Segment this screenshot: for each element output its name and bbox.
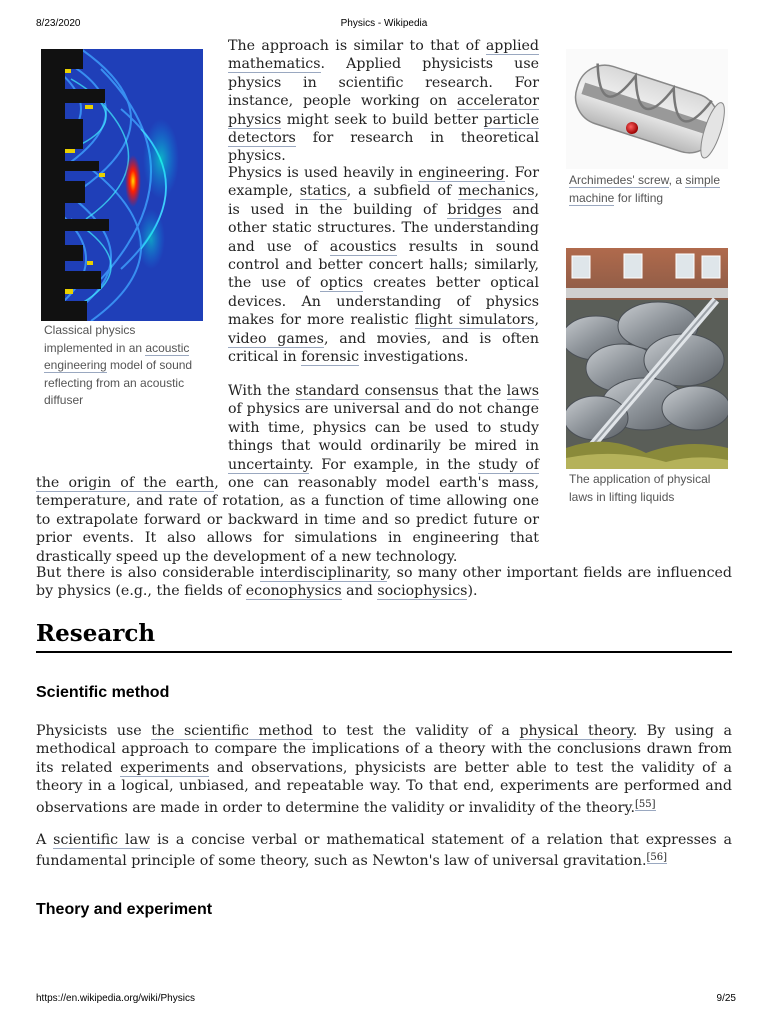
- link-forensic[interactable]: forensic: [301, 349, 360, 366]
- acoustic-diffuser-image[interactable]: [41, 49, 203, 321]
- link-origin-of-earth[interactable]: study of the origin of the earth: [36, 456, 539, 492]
- link-acoustics[interactable]: acoustics: [329, 238, 397, 255]
- citation-56[interactable]: [56]: [646, 852, 668, 864]
- print-date: 8/23/2020: [36, 18, 81, 29]
- archimedes-screw-image[interactable]: [566, 49, 728, 169]
- subheading-theory-and-experiment: Theory and experiment: [36, 901, 213, 918]
- link-mechanics[interactable]: mechanics: [458, 183, 535, 200]
- link-interdisciplinarity[interactable]: interdisciplinarity: [259, 565, 387, 581]
- paragraph-scientific-law: A scientific law is a concise verbal or mathematical statement of a relation that expresses a fundamental principle of some theory, such as Newton's law of universal gravitation.[56]: [36, 832, 732, 870]
- link-econophysics[interactable]: econophysics: [245, 583, 342, 600]
- paragraph-consensus-wrapper: [36, 382, 539, 566]
- citation-55[interactable]: [55]: [635, 798, 656, 810]
- subheading-scientific-method: Scientific method: [36, 684, 170, 701]
- link-optics[interactable]: optics: [319, 275, 364, 292]
- link-engineering[interactable]: engineering: [418, 165, 505, 181]
- caption-link[interactable]: simple machine: [569, 173, 721, 205]
- link-video-games[interactable]: video games: [228, 330, 324, 347]
- caption-link[interactable]: Archimedes' screw: [569, 173, 669, 187]
- print-title: Physics - Wikipedia: [340, 18, 428, 29]
- print-url: https://en.wikipedia.org/wiki/Physics: [36, 993, 195, 1004]
- link-laws[interactable]: laws: [506, 383, 540, 399]
- section-divider: [36, 651, 732, 653]
- paragraph-applied-physics: The approach is similar to that of applied mathematics. Applied physicists use physics in scientific research. For instance, people working on accelerator physics might seek to build better particle detectors for research in theoretical physics.: [228, 38, 539, 165]
- screw-figure-caption: Archimedes' screw, a simple machine for lifting: [569, 173, 721, 205]
- link-physical-theory[interactable]: physical theory: [519, 723, 633, 739]
- link-uncertainty[interactable]: uncertainty: [228, 456, 310, 473]
- paragraph-scientific-method: Physicists use the scientific method to test the validity of a physical theory. By using a methodical approach to compare the implications of a theory with the conclusions drawn from its related experiments and observations, physicists are better able to test the validity of a theory in a logical, unbiased, and repeatable way. To that end, experiments are performed and observations are made in order to determine the validity or invalidity of the theory.[55]: [36, 723, 732, 816]
- acoustic-figure-caption: Classical physics implemented in an acoustic engineering model of sound reflecting from an acoustic diffuser: [44, 323, 193, 407]
- lifting-liquids-image[interactable]: [566, 248, 728, 469]
- paragraph-engineering: Physics is used heavily in engineering. For example, statics, a subfield of mechanics, is used in the building of bridges and other static structures. The understanding and use of acoustics results in sound control and better concert halls; similarly, the use of optics creates better optical devices. An understanding of physics makes for more realistic flight simulators, video games, and movies, and is often critical in forensic investigations.: [228, 165, 540, 366]
- link-applied-mathematics[interactable]: applied mathematics: [228, 38, 539, 73]
- link-statics[interactable]: statics: [299, 183, 347, 200]
- link-particle-detectors[interactable]: particle detectors: [228, 111, 539, 147]
- link-scientific-law[interactable]: scientific law: [53, 832, 151, 848]
- page-number: 9/25: [716, 993, 736, 1004]
- link-sociophysics[interactable]: sociophysics: [377, 583, 468, 600]
- link-accelerator-physics[interactable]: accelerator physics: [228, 93, 539, 128]
- link-experiments[interactable]: experiments: [120, 759, 210, 776]
- paragraph-interdisciplinarity: But there is also considerable interdisciplinarity, so many other important fields are influenced by physics (e.g., the fields of econophysics and sociophysics).: [36, 565, 732, 600]
- link-flight-simulators[interactable]: flight simulators: [414, 312, 535, 329]
- link-bridges[interactable]: bridges: [447, 201, 502, 218]
- link-standard-consensus[interactable]: standard consensus: [295, 383, 439, 399]
- section-heading-research: Research: [36, 620, 156, 647]
- link-scientific-method[interactable]: the scientific method: [151, 723, 313, 739]
- paragraph-consensus: With the standard consensus that the laws of physics are universal and do not change with time, physics can be used to study things that would ordinarily be mired in uncertainty. For example, in the study of the origin of the earth, one can reasonably model earth's mass, temperature, and rate of rotation, as a function of time allowing one to extrapolate forward or backward in time and so predict future or prior events. It also allows for simulations in engineering that drastically speed up the development of a new technology.: [36, 383, 540, 565]
- caption-link[interactable]: acoustic engineering: [44, 340, 190, 372]
- liquids-figure-caption: The application of physical laws in lifting liquids: [569, 472, 711, 504]
